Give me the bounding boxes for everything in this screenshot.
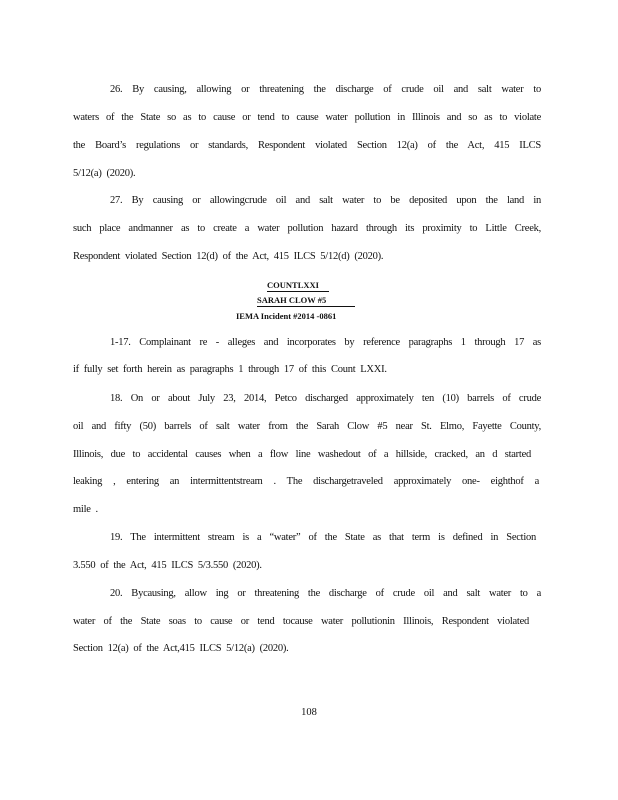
para-18-line-4: leaking , entering an intermittentstream . The dischargetraveled approximately one- eighthof a xyxy=(73,476,539,487)
count-heading: COUNTLXXI xyxy=(267,280,329,292)
para-1-17-line-1: 1-17. Complainant re - alleges and incorporates by reference paragraphs 1 through 17 as xyxy=(110,337,541,348)
para-19-line-1: 19. The intermittent stream is a “water” of the State as that term is defined in Section xyxy=(110,532,536,543)
para-27-line-2: such place andmanner as to create a water pollution hazard through its proximity to Little Creek, xyxy=(73,223,541,234)
para-18-line-5: mile . xyxy=(73,504,98,515)
para-27-line-3: Respondent violated Section 12(d) of the Act, 415 ILCS 5/12(d) (2020). xyxy=(73,251,384,262)
para-1-17-line-2: if fully set forth herein as paragraphs 1 through 17 of this Count LXXI. xyxy=(73,364,387,375)
para-26-line-1: 26. By causing, allowing or threatening the discharge of crude oil and salt water to xyxy=(110,84,541,95)
well-heading: SARAH CLOW #5 xyxy=(257,295,355,307)
para-20-line-1: 20. Bycausing, allow ing or threatening the discharge of crude oil and salt water to a xyxy=(110,588,541,599)
para-20-line-3: Section 12(a) of the Act,415 ILCS 5/12(a) (2020). xyxy=(73,643,289,654)
incident-heading: IEMA Incident #2014 -0861 xyxy=(236,311,337,321)
para-18-line-2: oil and fifty (50) barrels of salt water from the Sarah Clow #5 near St. Elmo, Fayette County, xyxy=(73,421,541,432)
page-number: 108 xyxy=(301,707,317,718)
para-18-line-3: Illinois, due to accidental causes when a flow line washedout of a hillside, cracked, an d started xyxy=(73,449,531,460)
para-20-line-2: water of the State soas to cause or tend tocause water pollutionin Illinois, Respondent violated xyxy=(73,616,529,627)
para-27-line-1: 27. By causing or allowingcrude oil and salt water to be deposited upon the land in xyxy=(110,195,541,206)
para-26-line-3: the Board’s regulations or standards, Respondent violated Section 12(a) of the Act, 415 ILCS xyxy=(73,140,541,151)
para-26-line-4: 5/12(a) (2020). xyxy=(73,168,136,179)
para-18-line-1: 18. On or about July 23, 2014, Petco discharged approximately ten (10) barrels of crude xyxy=(110,393,541,404)
para-26-line-2: waters of the State so as to cause or tend to cause water pollution in Illinois and so as to violate xyxy=(73,112,541,123)
para-19-line-2: 3.550 of the Act, 415 ILCS 5/3.550 (2020). xyxy=(73,560,262,571)
